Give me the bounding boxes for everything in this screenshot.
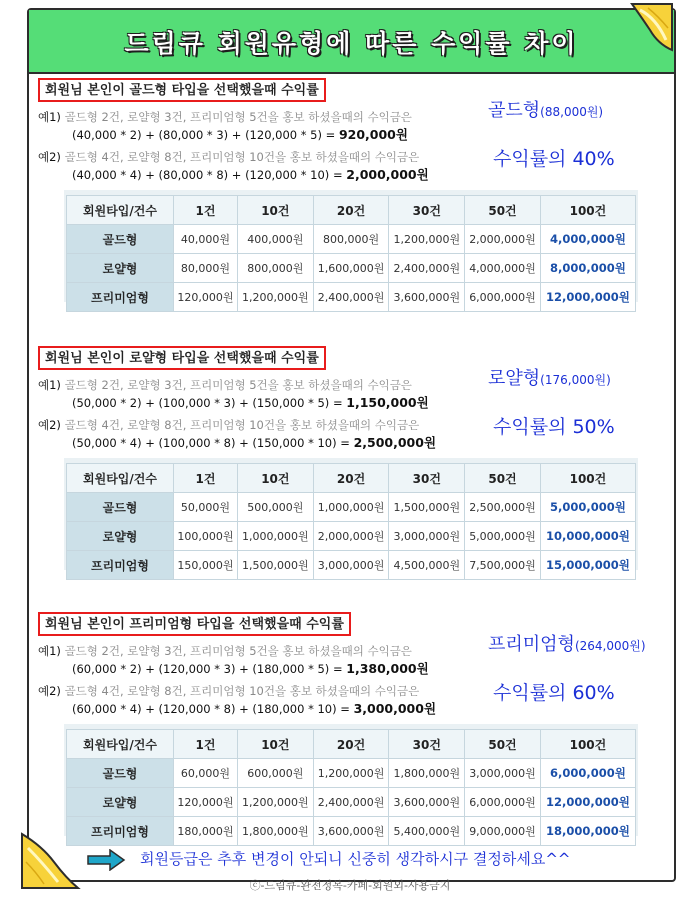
- table-cell: 3,000,000원: [465, 759, 541, 788]
- table-cell: 7,500,000원: [465, 551, 541, 580]
- calc-result: 2,000,000원: [346, 167, 429, 182]
- profit-rate-label: 수익률의 40%: [493, 148, 615, 170]
- table-cell: 150,000원: [174, 551, 238, 580]
- table-cell: 1,000,000원: [313, 493, 389, 522]
- column-header: 100건: [540, 196, 635, 225]
- table-cell: 10,000,000원: [540, 522, 635, 551]
- column-header: 50건: [465, 464, 541, 493]
- column-header: 20건: [313, 196, 389, 225]
- table-cell: 1,500,000원: [389, 493, 465, 522]
- table-cell: 2,400,000원: [313, 788, 389, 817]
- membership-type-label: [488, 630, 646, 656]
- calc-formula: (50,000 * 4) + (100,000 * 8) + (150,000 * 10) =: [72, 436, 354, 450]
- table-header-row: [67, 464, 636, 493]
- section-gold: [38, 78, 638, 348]
- column-header: 1건: [174, 196, 238, 225]
- table-cell: 6,000,000원: [465, 788, 541, 817]
- column-header: 10건: [237, 196, 313, 225]
- column-header: 10건: [237, 464, 313, 493]
- example-description: 골드형 4건, 로얄형 8건, 프리미엄형 10건을 홍보 하셨을때의 수익금은: [64, 684, 420, 698]
- table-cell: 40,000원: [174, 225, 238, 254]
- table-cell: 2,400,000원: [389, 254, 465, 283]
- table-cell: 2,500,000원: [465, 493, 541, 522]
- example-2: [38, 683, 419, 699]
- calc-formula: (40,000 * 4) + (80,000 * 8) + (120,000 * 10) =: [72, 168, 347, 182]
- row-header: 골드형: [67, 759, 174, 788]
- table-row: [67, 788, 636, 817]
- example-1-calc: [72, 659, 429, 677]
- example-2-calc: [72, 699, 436, 717]
- column-header: 100건: [540, 464, 635, 493]
- table-cell: 3,600,000원: [389, 283, 465, 312]
- table-cell: 2,400,000원: [313, 283, 389, 312]
- row-header: 로얄형: [67, 788, 174, 817]
- table-cell: 3,000,000원: [313, 551, 389, 580]
- table-row: [67, 283, 636, 312]
- table-cell: 1,200,000원: [313, 759, 389, 788]
- column-header: 100건: [540, 730, 635, 759]
- type-name: 골드형: [488, 100, 541, 121]
- example-1: [38, 643, 412, 659]
- row-header: 프리미엄형: [67, 817, 174, 846]
- calc-result: 2,500,000원: [353, 435, 437, 450]
- example-1: [38, 377, 412, 393]
- table-cell: 8,000,000원: [540, 254, 635, 283]
- footer-copyright: ⓒ-드림큐-완전정복-카페-회원외-사용금지: [249, 879, 451, 892]
- example-label: 예2): [38, 418, 61, 432]
- arrow-right-icon: [86, 849, 126, 871]
- table-cell: 2,000,000원: [465, 225, 541, 254]
- table-row: [67, 522, 636, 551]
- table-cell: 9,000,000원: [465, 817, 541, 846]
- row-header: 골드형: [67, 493, 174, 522]
- type-price: (88,000원): [540, 105, 604, 119]
- example-2: [38, 417, 419, 433]
- lemon-corner-icon: [628, 0, 676, 56]
- table-cell: 2,000,000원: [313, 522, 389, 551]
- table-row: [67, 817, 636, 846]
- section-title: 회원님 본인이 로얄형 타입을 선택했을때 수익률: [38, 346, 326, 370]
- calc-result: 1,380,000원: [346, 661, 429, 676]
- column-header: 10건: [237, 730, 313, 759]
- table-cell: 1,500,000원: [237, 551, 313, 580]
- calc-result: 1,150,000원: [346, 395, 429, 410]
- column-header: 30건: [389, 730, 465, 759]
- example-description: 골드형 2건, 로얄형 3건, 프리미엄형 5건을 홍보 하셨을때의 수익금은: [64, 378, 412, 392]
- column-header: 50건: [465, 196, 541, 225]
- type-price: (176,000원): [540, 373, 611, 387]
- example-description: 골드형 2건, 로얄형 3건, 프리미엄형 5건을 홍보 하셨을때의 수익금은: [64, 110, 412, 124]
- section-title: 회원님 본인이 골드형 타입을 선택했을때 수익률: [38, 78, 326, 102]
- section-royal: [38, 346, 638, 616]
- row-header: 로얄형: [67, 254, 174, 283]
- table-cell: 100,000원: [174, 522, 238, 551]
- column-header: 회원타입/건수: [67, 464, 174, 493]
- footer-notice: 회원등급은 추후 변경이 안되니 신중히 생각하시구 결정하세요^^: [140, 850, 571, 868]
- table-cell: 800,000원: [237, 254, 313, 283]
- example-label: 예1): [38, 644, 61, 658]
- example-1-calc: [72, 125, 408, 143]
- table-row: [67, 225, 636, 254]
- table-cell: 3,600,000원: [389, 788, 465, 817]
- calc-result: 3,000,000원: [353, 701, 437, 716]
- table-cell: 6,000,000원: [465, 283, 541, 312]
- table-cell: 3,000,000원: [389, 522, 465, 551]
- column-header: 회원타입/건수: [67, 730, 174, 759]
- title-banner: [29, 10, 674, 74]
- calc-formula: (50,000 * 2) + (100,000 * 3) + (150,000 * 5) =: [72, 396, 347, 410]
- table-cell: 600,000원: [237, 759, 313, 788]
- table-cell: 1,200,000원: [389, 225, 465, 254]
- table-cell: 4,000,000원: [465, 254, 541, 283]
- table-cell: 80,000원: [174, 254, 238, 283]
- table-cell: 5,000,000원: [540, 493, 635, 522]
- table-row: [67, 254, 636, 283]
- example-label: 예2): [38, 150, 61, 164]
- table-cell: 120,000원: [174, 788, 238, 817]
- table-cell: 12,000,000원: [540, 283, 635, 312]
- table-cell: 1,200,000원: [237, 788, 313, 817]
- column-header: 30건: [389, 196, 465, 225]
- section-title: 회원님 본인이 프리미엄형 타입을 선택했을때 수익률: [38, 612, 351, 636]
- example-label: 예1): [38, 378, 61, 392]
- column-header: 회원타입/건수: [67, 196, 174, 225]
- example-label: 예2): [38, 684, 61, 698]
- profit-rate-label: 수익률의 60%: [493, 682, 615, 704]
- example-label: 예1): [38, 110, 61, 124]
- table-cell: 50,000원: [174, 493, 238, 522]
- row-header: 프리미엄형: [67, 283, 174, 312]
- example-description: 골드형 4건, 로얄형 8건, 프리미엄형 10건을 홍보 하셨을때의 수익금은: [64, 418, 420, 432]
- table-cell: 1,200,000원: [237, 283, 313, 312]
- profit-table: [66, 463, 636, 580]
- table-cell: 1,600,000원: [313, 254, 389, 283]
- calc-formula: (40,000 * 2) + (80,000 * 3) + (120,000 * 5) =: [72, 128, 339, 142]
- row-header: 골드형: [67, 225, 174, 254]
- example-2-calc: [72, 433, 436, 451]
- table-cell: 180,000원: [174, 817, 238, 846]
- column-header: 20건: [313, 464, 389, 493]
- table-cell: 3,600,000원: [313, 817, 389, 846]
- table-cell: 60,000원: [174, 759, 238, 788]
- table-cell: 5,400,000원: [389, 817, 465, 846]
- membership-type-label: [488, 364, 611, 390]
- table-cell: 18,000,000원: [540, 817, 635, 846]
- type-name: 프리미엄형: [488, 634, 575, 655]
- table-cell: 120,000원: [174, 283, 238, 312]
- calc-result: 920,000원: [338, 127, 408, 142]
- profit-table: [66, 729, 636, 846]
- table-cell: 1,800,000원: [389, 759, 465, 788]
- table-row: [67, 493, 636, 522]
- section-premium: [38, 612, 646, 882]
- example-description: 골드형 4건, 로얄형 8건, 프리미엄형 10건을 홍보 하셨을때의 수익금은: [64, 150, 420, 164]
- example-2-calc: [72, 165, 429, 183]
- profit-rate-label: 수익률의 50%: [493, 416, 615, 438]
- example-1: [38, 109, 412, 125]
- table-cell: 1,000,000원: [237, 522, 313, 551]
- table-header-row: [67, 196, 636, 225]
- row-header: 프리미엄형: [67, 551, 174, 580]
- column-header: 20건: [313, 730, 389, 759]
- column-header: 1건: [174, 730, 238, 759]
- table-row: [67, 551, 636, 580]
- profit-table: [66, 195, 636, 312]
- table-cell: 800,000원: [313, 225, 389, 254]
- calc-formula: (60,000 * 4) + (120,000 * 8) + (180,000 * 10) =: [72, 702, 354, 716]
- example-1-calc: [72, 393, 429, 411]
- table-cell: 1,800,000원: [237, 817, 313, 846]
- table-cell: 5,000,000원: [465, 522, 541, 551]
- table-cell: 4,000,000원: [540, 225, 635, 254]
- column-header: 1건: [174, 464, 238, 493]
- column-header: 50건: [465, 730, 541, 759]
- page-title: 드림큐 회원유형에 따른 수익률 차이: [124, 29, 579, 58]
- membership-type-label: [488, 96, 603, 122]
- table-cell: 12,000,000원: [540, 788, 635, 817]
- table-cell: 6,000,000원: [540, 759, 635, 788]
- example-description: 골드형 2건, 로얄형 3건, 프리미엄형 5건을 홍보 하셨을때의 수익금은: [64, 644, 412, 658]
- example-2: [38, 149, 419, 165]
- table-row: [67, 759, 636, 788]
- type-price: (264,000원): [574, 639, 646, 653]
- table-cell: 400,000원: [237, 225, 313, 254]
- table-cell: 500,000원: [237, 493, 313, 522]
- table-cell: 15,000,000원: [540, 551, 635, 580]
- type-name: 로얄형: [488, 368, 541, 389]
- table-header-row: [67, 730, 636, 759]
- table-cell: 4,500,000원: [389, 551, 465, 580]
- row-header: 로얄형: [67, 522, 174, 551]
- column-header: 30건: [389, 464, 465, 493]
- calc-formula: (60,000 * 2) + (120,000 * 3) + (180,000 * 5) =: [72, 662, 347, 676]
